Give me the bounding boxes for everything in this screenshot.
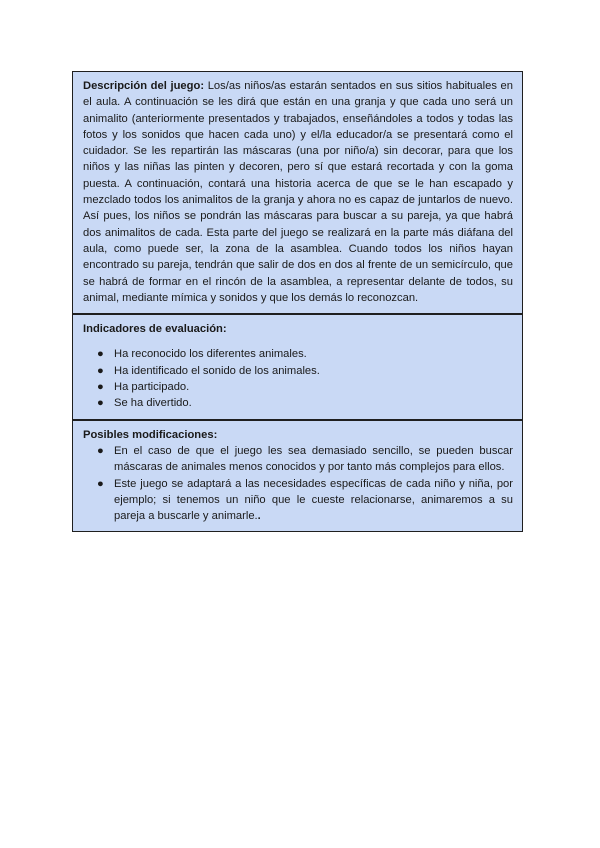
- list-item-text: Se ha divertido.: [114, 397, 192, 410]
- modifications-cell: [73, 419, 522, 532]
- bullet-icon: ●: [97, 397, 104, 410]
- bullet-icon: ●: [97, 477, 104, 490]
- description-text: Los/as niños/as estarán sentados en sus sitios habituales en el aula. A continuación se les dirá que están en una granja y que cada uno será un animalito (anteriormente presentados y trabajados, enseñándoles a todos y todas las fotos y los sonidos que hacen cada uno) y el/la educador/a se presentará como el cuidador. Se les repartirán las máscaras (una por niño/a) sin decorar, para que los niños y las niñas las pinten y decoren, pero sí que estará recortada y con la goma puesta. A continuación, contará una historia acerca de que se le han escapado y mezclado todos los animalitos de la granja y ahora no es capaz de juntarlos de nuevo. Así pues, los niños se pondrán las máscaras para buscar a su pareja, ya que habrá dos animalitos de cada. Esta parte del juego se realizará en la parte más diáfana del aula, como puede ser, la zona de la asamblea. Cuando todos los niños hayan encontrado su pareja, tendrán que salir de dos en dos al frente de un semicírculo, que se habrá de formar en el rincón de la asamblea, a representar delante de todos, su animal, mediante mímica y sonidos y que los demás lo reconozcan.: [83, 80, 513, 304]
- list-item-text: En el caso de que el juego les sea demasiado sencillo, se pueden buscar máscaras de animales menos conocidos y por tanto más complejos para ellos.: [114, 444, 513, 474]
- activity-table: [72, 71, 523, 532]
- evaluation-list: [83, 346, 513, 411]
- bullet-icon: ●: [97, 444, 104, 457]
- list-item-text: Ha reconocido los diferentes animales.: [114, 348, 307, 361]
- list-item: [83, 476, 513, 525]
- list-item: [83, 363, 513, 379]
- list-item-text: Ha participado.: [114, 381, 190, 394]
- list-item: [83, 395, 513, 411]
- list-item: [83, 346, 513, 362]
- modifications-list: [83, 443, 513, 524]
- evaluation-heading: Indicadores de evaluación:: [83, 323, 227, 336]
- modifications-heading: Posibles modificaciones:: [83, 428, 218, 441]
- bullet-icon: ●: [97, 348, 104, 361]
- list-item: [83, 443, 513, 476]
- evaluation-cell: [73, 313, 522, 418]
- final-period: .: [257, 510, 261, 523]
- bullet-icon: ●: [97, 381, 104, 394]
- description-label: Descripción del juego:: [83, 80, 205, 92]
- list-item-text: Este juego se adaptará a las necesidades específicas de cada niño y niña, por ejemplo; si tenemos un niño que le cueste relacionarse, animaremos a su pareja a buscarle y animarle.: [114, 477, 513, 523]
- list-item: [83, 379, 513, 395]
- bullet-icon: ●: [97, 364, 104, 377]
- description-cell: [73, 72, 522, 313]
- list-item-text: Ha identificado el sonido de los animales.: [114, 364, 320, 377]
